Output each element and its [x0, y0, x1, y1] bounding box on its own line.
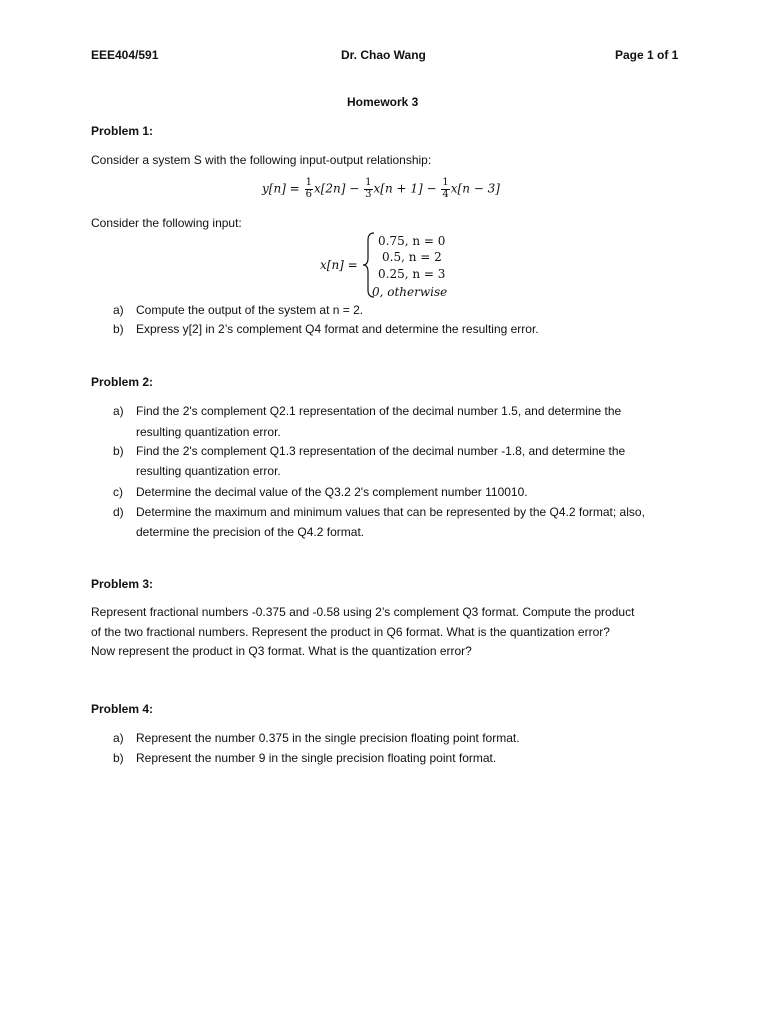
problem3-line-3: Now represent the product in Q3 format. What is the quantization error?: [91, 644, 472, 658]
equation-term-1: x[2n] −: [313, 181, 360, 196]
problem1-heading: Problem 1:: [91, 124, 154, 138]
equation-term-2: x[n + 1] −: [373, 181, 437, 196]
document-page: EEE404/591 Dr. Chao Wang Page 1 of 1 Homework 3 Problem 1: Consider a system S with the following input-output relationship: y[n] = $\frac{1}{6}$ x[2n] − $\frac{1}{3}$ x[n + 1] − $\frac{1}{4}$ x[n − 3] Consider the following input: x[n] = 0.75, n = 0 0.5, n = 2 0.25, n = 3 0, otherwise a) Compute the output of the system at n = 2. b) Express y[2] in 2’s complement Q4 format and determine the resulting error. Problem 2: a) Find the 2's complement Q2.1 representation of the decimal number 1.5, and determine the resulting quantization error. b) Find the 2's complement Q1.3 representation of the decimal number -1.8, and determine the resulting quantization error. c) Determine the decimal value of the Q3.2 2's complement number 110010. d) Determine the maximum and minimum values that can be represented by the Q4.2 format; also, determine the precision of the Q4.2 format. Problem 3: Represent fractional numbers -0.375 and -0.58 using 2’s complement Q3 format. Compute the product of the two fractional numbers. Represent the product in Q6 format. What is the quantization error? Now represent the product in Q3 format. What is the quantization error? Problem 4: a) Represent the number 0.375 in the single precision floating point format. b) Represent the number 9 in the single precision floating point format.: [91, 48, 679, 765]
problem3-line-2: of the two fractional numbers. Represent the product in Q6 format. What is the quantization error?: [91, 624, 610, 639]
problem4-heading: Problem 4:: [91, 702, 154, 716]
system-equation: [262, 178, 500, 200]
fraction-one-sixth: $\frac{1}{6}$: [305, 177, 312, 200]
input-intro: Consider the following input:: [91, 216, 242, 230]
header-page-number: Page 1 of 1: [615, 48, 679, 62]
problem2-item-b-line2: resulting quantization error.: [136, 464, 281, 478]
case-1: 0.75, n = 0: [378, 234, 446, 248]
problem3-paragraph: [91, 603, 634, 662]
document-title: Homework 3: [347, 95, 419, 109]
case-3: 0.25, n = 3: [378, 267, 446, 281]
case-2: 0.5, n = 2: [382, 250, 442, 264]
fraction-one-third: $\frac{1}{3}$: [365, 177, 372, 200]
fraction-one-quarter: $\frac{1}{4}$: [442, 177, 449, 200]
equation-term-3: x[n − 3]: [450, 181, 500, 196]
header-instructor: Dr. Chao Wang: [341, 48, 426, 62]
problem2-item-a-line2: resulting quantization error.: [136, 425, 281, 439]
problem2-item-d-line2: determine the precision of the Q4.2 format.: [136, 525, 365, 539]
input-lhs: x[n] =: [320, 258, 358, 272]
problem3-heading: Problem 3:: [91, 577, 154, 591]
problem1-intro: Consider a system S with the following input-output relationship:: [91, 153, 432, 167]
header-course: EEE404/591: [91, 48, 159, 62]
case-4: 0, otherwise: [372, 285, 448, 299]
problem3-line-1: Represent fractional numbers -0.375 and -0.58 using 2’s complement Q3 format. Compute the product: [91, 605, 635, 619]
equation-lhs: y[n] =: [262, 181, 300, 196]
problem2-heading: Problem 2:: [91, 375, 154, 389]
